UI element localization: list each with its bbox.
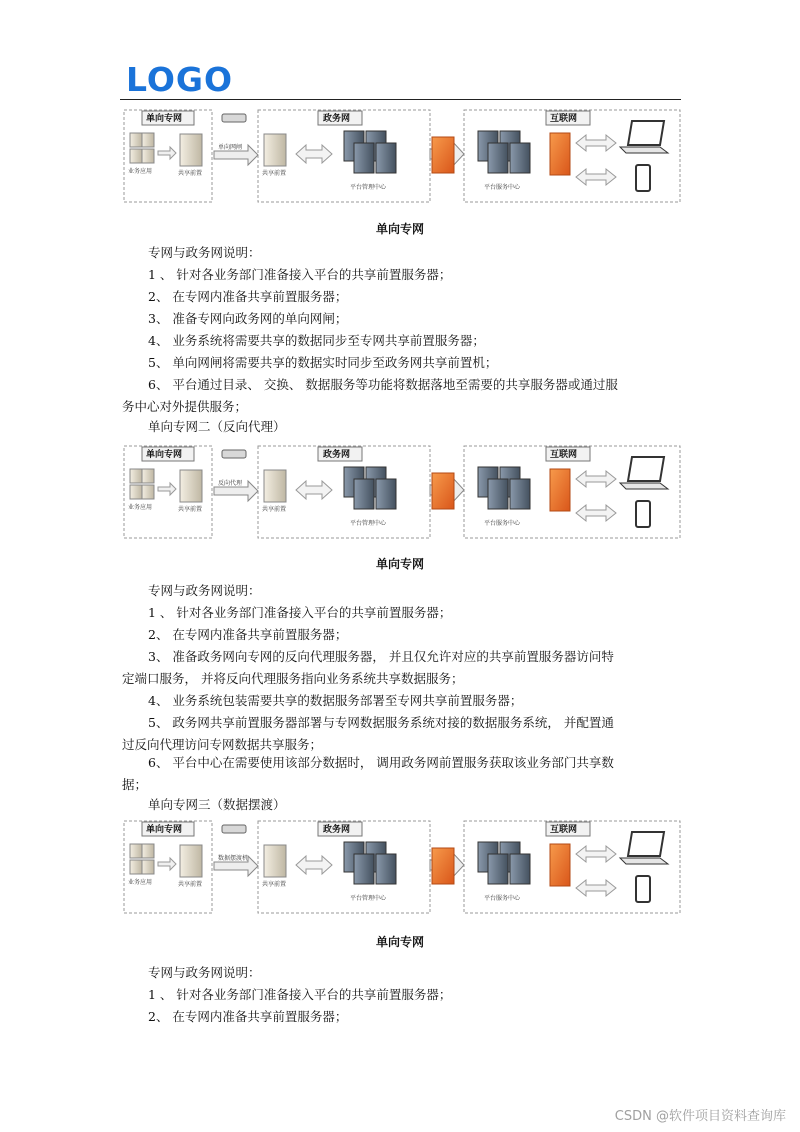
network-diagram-1 xyxy=(122,107,682,203)
gateway-device-icon xyxy=(222,450,246,458)
firewall-icon xyxy=(550,844,570,886)
zone-gov-label: 政务网 xyxy=(323,114,351,124)
firewall-icon xyxy=(432,473,454,509)
svc-center-label: 平台服务中心 xyxy=(484,895,521,902)
phone-icon xyxy=(636,501,650,527)
logo: LOGO xyxy=(126,60,234,99)
service-rack-icon xyxy=(478,842,530,884)
phone-icon xyxy=(636,876,650,902)
zone-internet-label: 互联网 xyxy=(550,114,578,124)
header-divider xyxy=(120,99,681,100)
gov-front-server-icon xyxy=(264,470,286,502)
list-item: 6、 平台中心在需要使用该部分数据时， 调用政务网前置服务获取该业务部门共享数 xyxy=(148,755,614,770)
gov-front-label: 共享前置 xyxy=(262,881,287,888)
zone-internet-label: 互联网 xyxy=(550,825,578,835)
firewall-icon xyxy=(550,469,570,511)
list-item: 6、 平台通过目录、 交换、 数据服务等功能将数据落地至需要的共享服务器或通过服 xyxy=(148,377,618,392)
csdn-watermark: CSDN @软件项目资料查询库 xyxy=(614,1109,786,1124)
gateway-device-icon xyxy=(222,825,246,833)
laptop-icon xyxy=(620,832,668,864)
firewall-icon xyxy=(550,133,570,175)
laptop-icon xyxy=(620,457,668,489)
gov-front-server-icon xyxy=(264,134,286,166)
app-server-icon xyxy=(130,469,154,499)
app-server-icon xyxy=(130,844,154,874)
zone-gov-label: 政务网 xyxy=(323,450,351,460)
section2-intro: 专网与政务网说明： xyxy=(148,583,261,598)
list-item: 2、 在专网内准备共享前置服务器； xyxy=(148,627,348,642)
zone-private-label: 单向专网 xyxy=(146,114,183,124)
gateway-device-icon xyxy=(222,114,246,122)
front-label: 共享前置 xyxy=(178,506,203,513)
gate-label: 单向网闸 xyxy=(218,144,243,151)
zone-gov-label: 政务网 xyxy=(323,825,351,835)
list-item: 4、 业务系统将需要共享的数据同步至专网共享前置服务器； xyxy=(148,333,485,348)
list-item: 2、 在专网内准备共享前置服务器； xyxy=(148,289,348,304)
list-item: 2、 在专网内准备共享前置服务器； xyxy=(148,1009,348,1024)
list-item: 3、 准备专网向政务网的单向网闸； xyxy=(148,311,348,326)
double-arrow-icon xyxy=(576,880,616,896)
rack-server-icon xyxy=(344,131,396,173)
network-diagram-2 xyxy=(122,443,682,539)
zone-private-label: 单向专网 xyxy=(146,825,183,835)
section3-intro: 专网与政务网说明： xyxy=(148,965,261,980)
app-label: 业务应用 xyxy=(128,504,153,511)
svc-center-label: 平台服务中心 xyxy=(484,520,521,527)
double-arrow-icon xyxy=(296,856,332,874)
list-item: 5、 单向网闸将需要共享的数据实时同步至政务网共享前置机； xyxy=(148,355,498,370)
network-diagram-3 xyxy=(122,818,682,914)
gov-front-label: 共享前置 xyxy=(262,506,287,513)
list-item-continued: 定端口服务， 并将反向代理服务指向业务系统共享数据服务； xyxy=(122,671,464,686)
gov-center-label: 平台管理中心 xyxy=(350,520,387,527)
front-label: 共享前置 xyxy=(178,170,203,177)
list-item-continued: 据； xyxy=(122,777,148,792)
gate-label: 反向代理 xyxy=(218,480,243,487)
diagram-caption: 单向专网 xyxy=(375,557,424,571)
front-server-icon xyxy=(180,134,202,166)
section-title: 单向专网三（数据摆渡） xyxy=(148,797,286,812)
svc-center-label: 平台服务中心 xyxy=(484,184,521,191)
firewall-icon xyxy=(432,137,454,173)
list-item-continued: 务中心对外提供服务； xyxy=(122,399,248,414)
arrow-icon xyxy=(158,147,176,159)
double-arrow-icon xyxy=(576,471,616,487)
list-item: 3、 准备政务网向专网的反向代理服务器， 并且仅允许对应的共享前置服务器访问特 xyxy=(148,649,614,664)
double-arrow-icon xyxy=(576,169,616,185)
front-server-icon xyxy=(180,845,202,877)
laptop-icon xyxy=(620,121,668,153)
double-arrow-icon xyxy=(576,846,616,862)
front-label: 共享前置 xyxy=(178,881,203,888)
gov-center-label: 平台管理中心 xyxy=(350,895,387,902)
service-rack-icon xyxy=(478,467,530,509)
section-title: 单向专网二（反向代理） xyxy=(148,419,286,434)
diagram-caption: 单向专网 xyxy=(375,222,424,236)
gov-front-server-icon xyxy=(264,845,286,877)
diagram-caption: 单向专网 xyxy=(375,935,424,949)
firewall-icon xyxy=(432,848,454,884)
list-item: 5、 政务网共享前置服务器部署与专网数据服务系统对接的数据服务系统， 并配置通 xyxy=(148,715,614,730)
gate-label: 数据摆渡机 xyxy=(218,855,249,862)
phone-icon xyxy=(636,165,650,191)
arrow-icon xyxy=(158,483,176,495)
double-arrow-icon xyxy=(576,135,616,151)
double-arrow-icon xyxy=(576,505,616,521)
list-item: 1 、 针对各业务部门准备接入平台的共享前置服务器； xyxy=(148,987,452,1002)
arrow-icon xyxy=(158,858,176,870)
list-item: 1 、 针对各业务部门准备接入平台的共享前置服务器； xyxy=(148,605,452,620)
app-label: 业务应用 xyxy=(128,879,153,886)
service-rack-icon xyxy=(478,131,530,173)
gov-front-label: 共享前置 xyxy=(262,170,287,177)
gov-center-label: 平台管理中心 xyxy=(350,184,387,191)
zone-private-label: 单向专网 xyxy=(146,450,183,460)
double-arrow-icon xyxy=(296,145,332,163)
rack-server-icon xyxy=(344,842,396,884)
list-item: 1 、 针对各业务部门准备接入平台的共享前置服务器； xyxy=(148,267,452,282)
front-server-icon xyxy=(180,470,202,502)
section1-intro: 专网与政务网说明： xyxy=(148,245,261,260)
list-item-continued: 过反向代理访问专网数据共享服务； xyxy=(122,737,323,752)
app-label: 业务应用 xyxy=(128,168,153,175)
rack-server-icon xyxy=(344,467,396,509)
double-arrow-icon xyxy=(296,481,332,499)
zone-internet-label: 互联网 xyxy=(550,450,578,460)
app-server-icon xyxy=(130,133,154,163)
list-item: 4、 业务系统包装需要共享的数据服务部署至专网共享前置服务器； xyxy=(148,693,523,708)
